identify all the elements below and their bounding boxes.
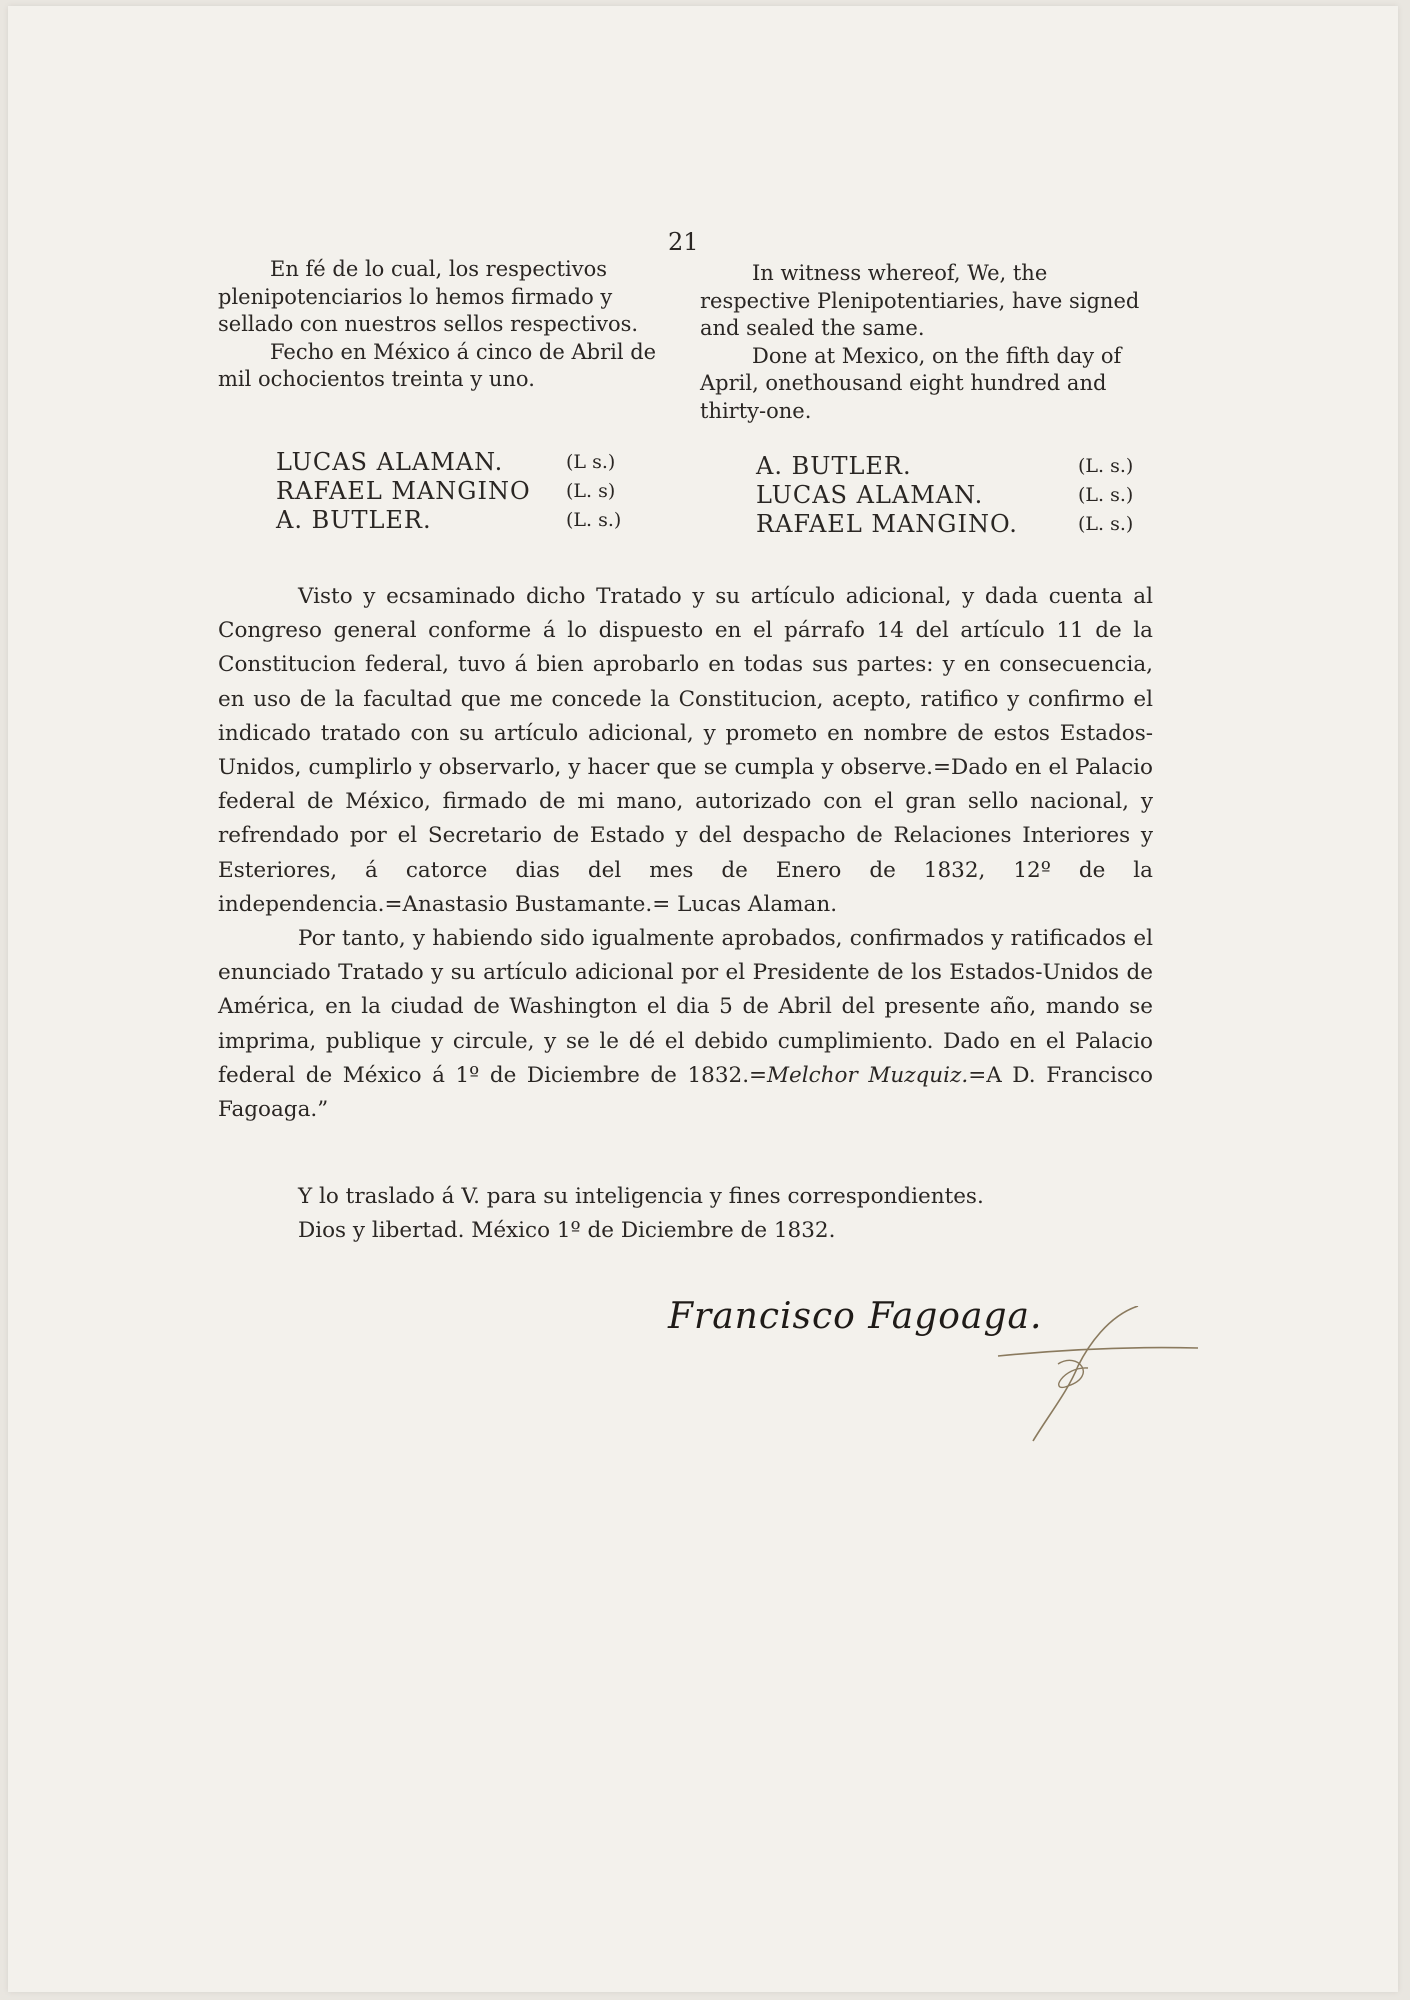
seal-mark: (L. s.) xyxy=(1078,455,1134,477)
signatory-name: A. BUTLER. xyxy=(756,452,912,480)
closing-line: Y lo traslado á V. para su inteligencia y fines correspondientes. xyxy=(298,1184,984,1209)
ratification-text xyxy=(218,580,1153,1127)
signatory-name: LUCAS ALAMAN. xyxy=(276,448,504,476)
publication-text: Por tanto, y habiendo sido igualmente aprobados, confirmados y ratificados el enunciado Tratado y su artículo adicional por el Presidente de los Estados-Unidos de América, en la ciudad de Washington el dia 5 de Abril del presente año, mando se imprima, publique y circule, y se le dé el debido cumplimiento. Dado en el Palacio federal de México á 1º de Diciembre de 1832.= xyxy=(218,926,1153,1088)
ratification-paragraph: Visto y ecsaminado dicho Tratado y su artículo adicional, y dada cuenta al Congreso general conforme á lo dispuesto en el párrafo 14 del artículo 11 de la Constitucion federal, tuvo á bien aprobarlo en todas sus partes: y en consecuencia, en uso de la facultad que me concede la Constitucion, acepto, ratifico y confirmo el indicado tratado con su artículo adicional, y prometo en nombre de estos Estados-Unidos, cumplirlo y observarlo, y hacer que se cumpla y observe.=Dado en el Palacio federal de México, firmado de mi mano, autorizado con el gran sello nacional, y refrendado por el Secretario de Estado y del despacho de Relaciones Interiores y Esteriores, á catorce dias del mes de Enero de 1832, 12º de la independencia.=Anastasio Bustamante.= Lucas Alaman. xyxy=(218,584,1153,917)
signatory-name: A. BUTLER. xyxy=(276,506,432,534)
seal-mark: (L. s) xyxy=(566,480,616,502)
signatory-name: RAFAEL MANGINO. xyxy=(756,510,1018,538)
signer-name-italic: Melchor Muzquiz. xyxy=(767,1062,969,1088)
signatory-name: RAFAEL MANGINO xyxy=(276,477,531,505)
publication-end: =A D. Francisco Fagoaga.” xyxy=(218,1062,1153,1123)
publication-paragraph xyxy=(218,922,1153,1127)
signatory-name: LUCAS ALAMAN. xyxy=(756,481,984,509)
english-column xyxy=(700,260,1158,425)
seal-mark: (L. s.) xyxy=(1078,484,1134,506)
closing-date-line: Dios y libertad. México 1º de Diciembre de 1832. xyxy=(298,1218,836,1243)
english-date-paragraph: Done at Mexico, on the fifth day of April, onethousand eight hundred and thirty-one. xyxy=(700,343,1122,423)
page-number: 21 xyxy=(668,228,699,256)
spanish-witness-paragraph: En fé de lo cual, los respectivos plenipotenciarios lo hemos firmado y sellado con nuestros sellos respectivos. xyxy=(218,257,639,336)
handwritten-signature: Francisco Fagoaga. xyxy=(668,1296,1043,1337)
spanish-column xyxy=(218,256,668,394)
seal-mark: (L. s.) xyxy=(1078,513,1134,535)
english-witness-paragraph: In witness whereof, We, the respective Plenipotentiaries, have signed and sealed the same. xyxy=(700,261,1140,340)
seal-mark: (L s.) xyxy=(566,451,616,473)
seal-mark: (L. s.) xyxy=(566,509,622,531)
spanish-date-paragraph: Fecho en México á cinco de Abril de mil ochocientos treinta y uno. xyxy=(218,339,657,391)
document-page xyxy=(8,6,1398,1992)
signature-rubric-flourish xyxy=(988,1306,1208,1446)
